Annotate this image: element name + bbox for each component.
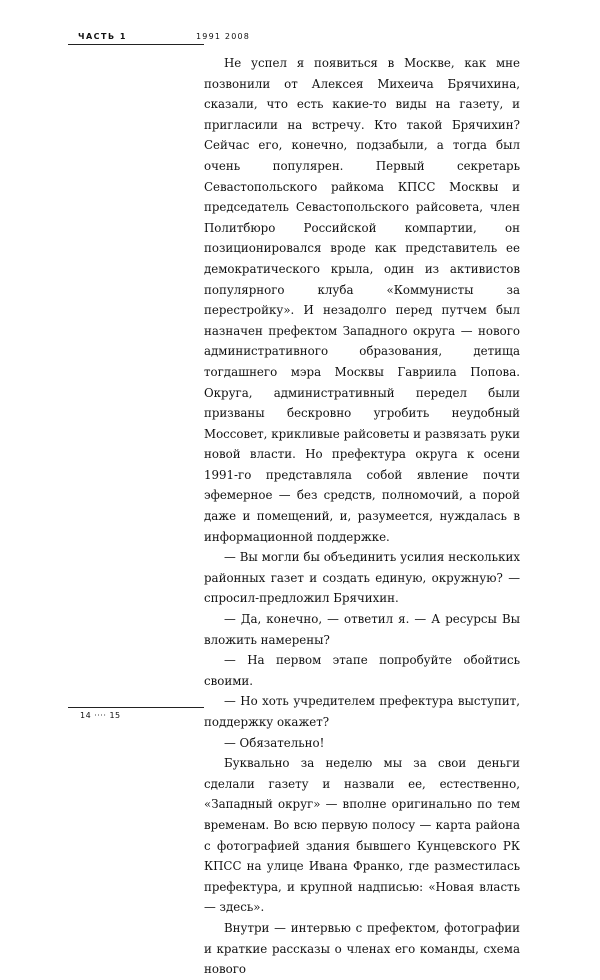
- paragraph: Буквально за неделю мы за свои деньги сделали газету и назвали ее, естественно, «Западный округ» — вполне оригинально по тем временам. Во всю первую полосу — карта района с фотографией здания бывшего Кунцевского РК КПСС на улице Ивана Франко, где разместилась префектура, и крупной надписью: «Новая власть — здесь».: [204, 756, 520, 915]
- running-head-years: 1991 2008: [196, 32, 251, 41]
- paragraph: — Да, конечно, — ответил я. — А ресурсы Вы вложить намерены?: [204, 612, 520, 647]
- paragraph: — Вы могли бы объединить усилия нескольких районных газет и создать единую, окружную? — спросил-предложил Брячихин.: [204, 550, 520, 606]
- paragraph: Внутри — интервью с префектом, фотографии и краткие рассказы о членах его команды, схема нового: [204, 920, 520, 977]
- paragraph: — Обязательно!: [224, 735, 325, 750]
- paragraph: Не успел я появиться в Москве, как мне позвонили от Алексея Михеича Брячихина, сказали, что есть какие-то виды на газету, и пригласили на встречу. Кто такой Брячихин? Сейчас его, конечно, подзабыли, а тогда был очень популярен. Первый секретарь Севастопольского райкома КПСС Москвы и председатель Севастопольского райсовета, член Политбюро Российской компартии, он позиционировался вроде как представитель ее демократического крыла, один из активистов популярного клуба «Коммунисты за перестройку». И незадолго перед путчем был назначен префектом Западного округа — нового административного образования, детища тогдашнего мэра Москвы Гавриила Попова. Округа, административный передел были призваны бескровно угробить неудобный Моссовет, крикливые райсоветы и развязать руки новой власти. Но префектура округа к осени 1991-го представляла собой явление почти эфемерное — без средств, полномочий, а порой даже и помещений, и, разумеется, нуждалась в информационной поддержке.: [204, 56, 520, 544]
- header-rule: [68, 44, 204, 45]
- footer-rule: [68, 707, 204, 708]
- running-head-part: ЧАСТЬ 1: [78, 32, 127, 41]
- paragraph: — Но хоть учредителем префектура выступит, поддержку окажет?: [204, 694, 520, 729]
- paragraph: — На первом этапе попробуйте обойтись своими.: [204, 653, 520, 688]
- page-numbers: 14 ···· 15: [80, 711, 121, 720]
- body-text: [204, 53, 520, 980]
